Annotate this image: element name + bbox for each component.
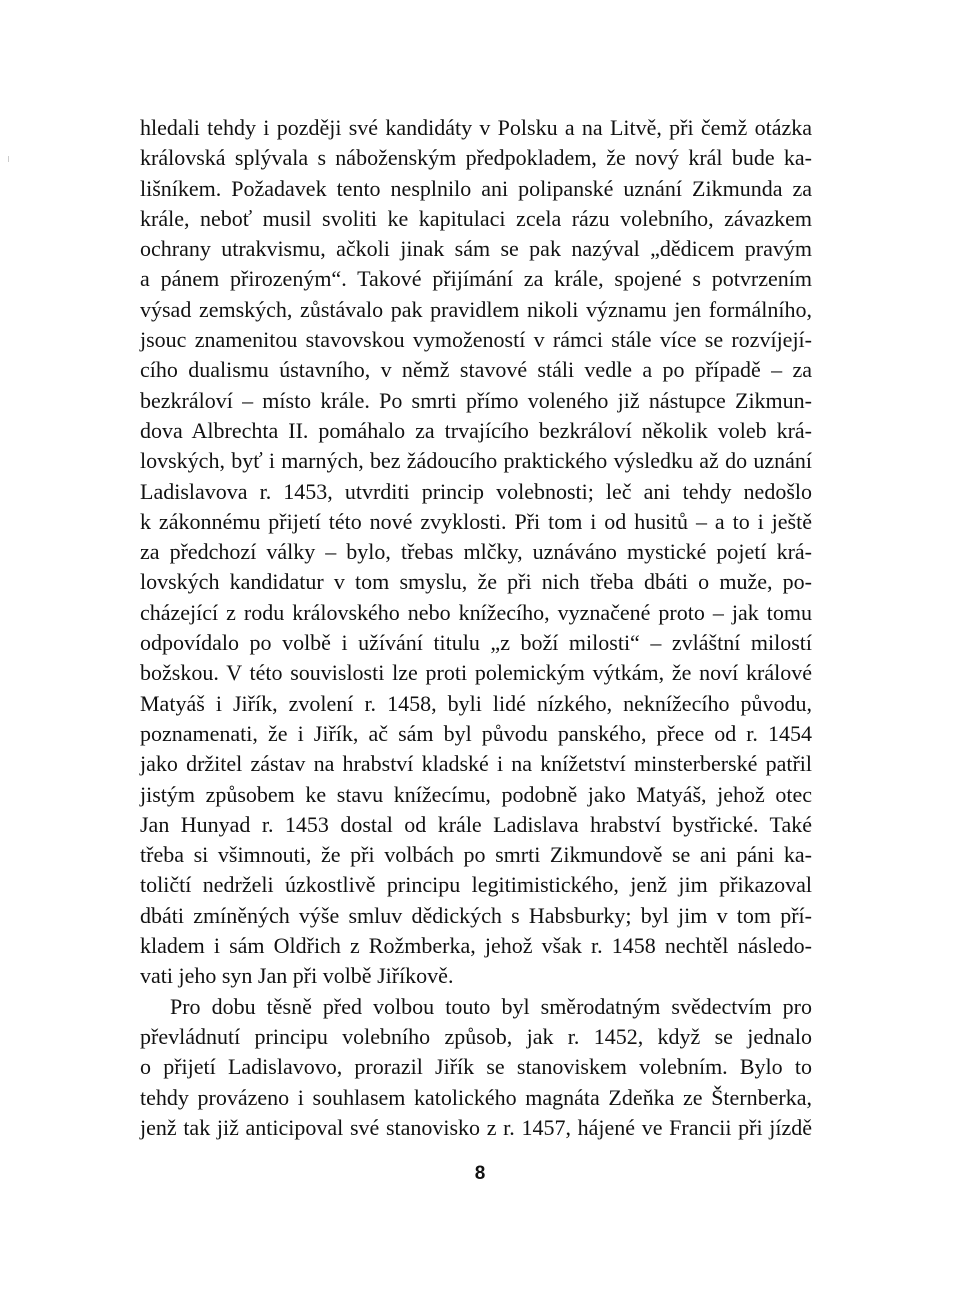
text-line: výsad zemských, zůstávalo pak pravidlem nikoli významu jen formálního,	[140, 296, 812, 322]
text-line: převládnutí principu volebního způsob, jak r. 1452, když se jednalo	[140, 1023, 812, 1049]
text-line: za předchozí války – bylo, třebas mlčky, uznáváno mystické pojetí krá-	[140, 539, 812, 565]
text-line: kladem i sám Oldřich z Rožmberka, jehož však r. 1458 nechtěl následo-	[140, 933, 812, 959]
text-line: o přijetí Ladislavovo, prorazil Jiřík se stanoviskem volebním. Bylo to	[140, 1054, 812, 1080]
margin-mark	[8, 156, 9, 162]
text-line: ochrany utrakvismu, ačkoli jinak sám se pak nazýval „dědicem pravým	[140, 236, 812, 262]
page-number: 8	[474, 1163, 486, 1184]
text-line: třeba si všimnouti, že při volbách po smrti Zikmundově se ani páni ka-	[140, 842, 812, 868]
text-line: jenž tak již anticipoval své stanovisko z r. 1457, hájené ve Francii při jízdě	[140, 1114, 812, 1140]
text-line: božskou. V této souvislosti lze proti polemickým výtkám, že noví králové	[140, 660, 812, 686]
text-line: Jan Hunyad r. 1453 dostal od krále Ladislava hrabství bystřické. Také	[140, 811, 812, 837]
text-line: Matyáš i Jiřík, zvolení r. 1458, byli lidé nízkého, neknížecího původu,	[140, 690, 812, 716]
text-line: hledali tehdy i později své kandidáty v Polsku a na Litvě, při čemž otázka	[140, 115, 812, 140]
text-line: jistým způsobem ke stavu knížecímu, podobně jako Matyáš, jehož otec	[140, 781, 812, 807]
paragraph-start-line: Pro dobu těsně před volbou touto byl směrodatným svědectvím pro	[170, 993, 812, 1019]
text-line: poznamenati, že i Jiřík, ač sám byl původu panského, přece od r. 1454	[140, 720, 812, 746]
text-line: lišníkem. Požadavek tento nesplnilo ani polipanské uznání Zikmunda za	[140, 175, 812, 201]
text-line: lovských kandidatur v tom smyslu, že při nich třeba dbáti o muže, po-	[140, 569, 812, 595]
text-line: odpovídalo po volbě i užívání titulu „z boží milosti“ – zvláštní milostí	[140, 630, 812, 656]
body-text	[140, 113, 812, 1143]
text-line: krále, neboť musil svoliti ke kapitulaci zcela rázu volebního, závazkem	[140, 205, 812, 231]
text-line: bezkráloví – místo krále. Po smrti přímo voleného již nástupce Zikmun-	[140, 387, 812, 413]
text-line: Ladislavova r. 1453, utvrditi princip volebnosti; leč ani tehdy nedošlo	[140, 478, 812, 504]
text-line: královská splývala s náboženským předpokladem, že nový král bude ka-	[140, 145, 812, 171]
text-line: jsouc znamenitou stavovskou vymožeností v rámci stále více se rozvíjejí-	[140, 327, 812, 353]
text-line: lovských, byť i marných, bez žádoucího praktického výsledku až do uznání	[140, 448, 812, 474]
text-line: dbáti zmíněných výše smluv dědických s Habsburky; byl jim v tom pří-	[140, 902, 812, 928]
text-line: k zákonnému přijetí této nové zvyklosti. Při tom i od husitů – a to i ještě	[140, 508, 812, 534]
text-line: a pánem přirozeným“. Takové přijímání za krále, spojené s potvrzením	[140, 266, 812, 292]
text-line: toličtí nedrželi úzkostlivě principu legitimistického, jenž jim přikazoval	[140, 872, 812, 898]
text-line: cházející z rodu královského nebo knížecího, vyznačené proto – jak tomu	[140, 599, 812, 625]
text-line: tehdy provázeno i souhlasem katolického magnáta Zdeňka ze Šternberka,	[140, 1084, 812, 1110]
paragraph-end-line: vati jeho syn Jan při volbě Jiříkově.	[140, 963, 454, 989]
text-line: cího dualismu ústavního, v němž stavové stáli vedle a po případě – za	[140, 357, 812, 383]
text-line: dova Albrechta II. pomáhalo za trvajícího bezkráloví několik voleb krá-	[140, 417, 812, 443]
text-line: jako držitel zástav na hrabství kladské i na knížetství minsterberské patřil	[140, 751, 812, 777]
